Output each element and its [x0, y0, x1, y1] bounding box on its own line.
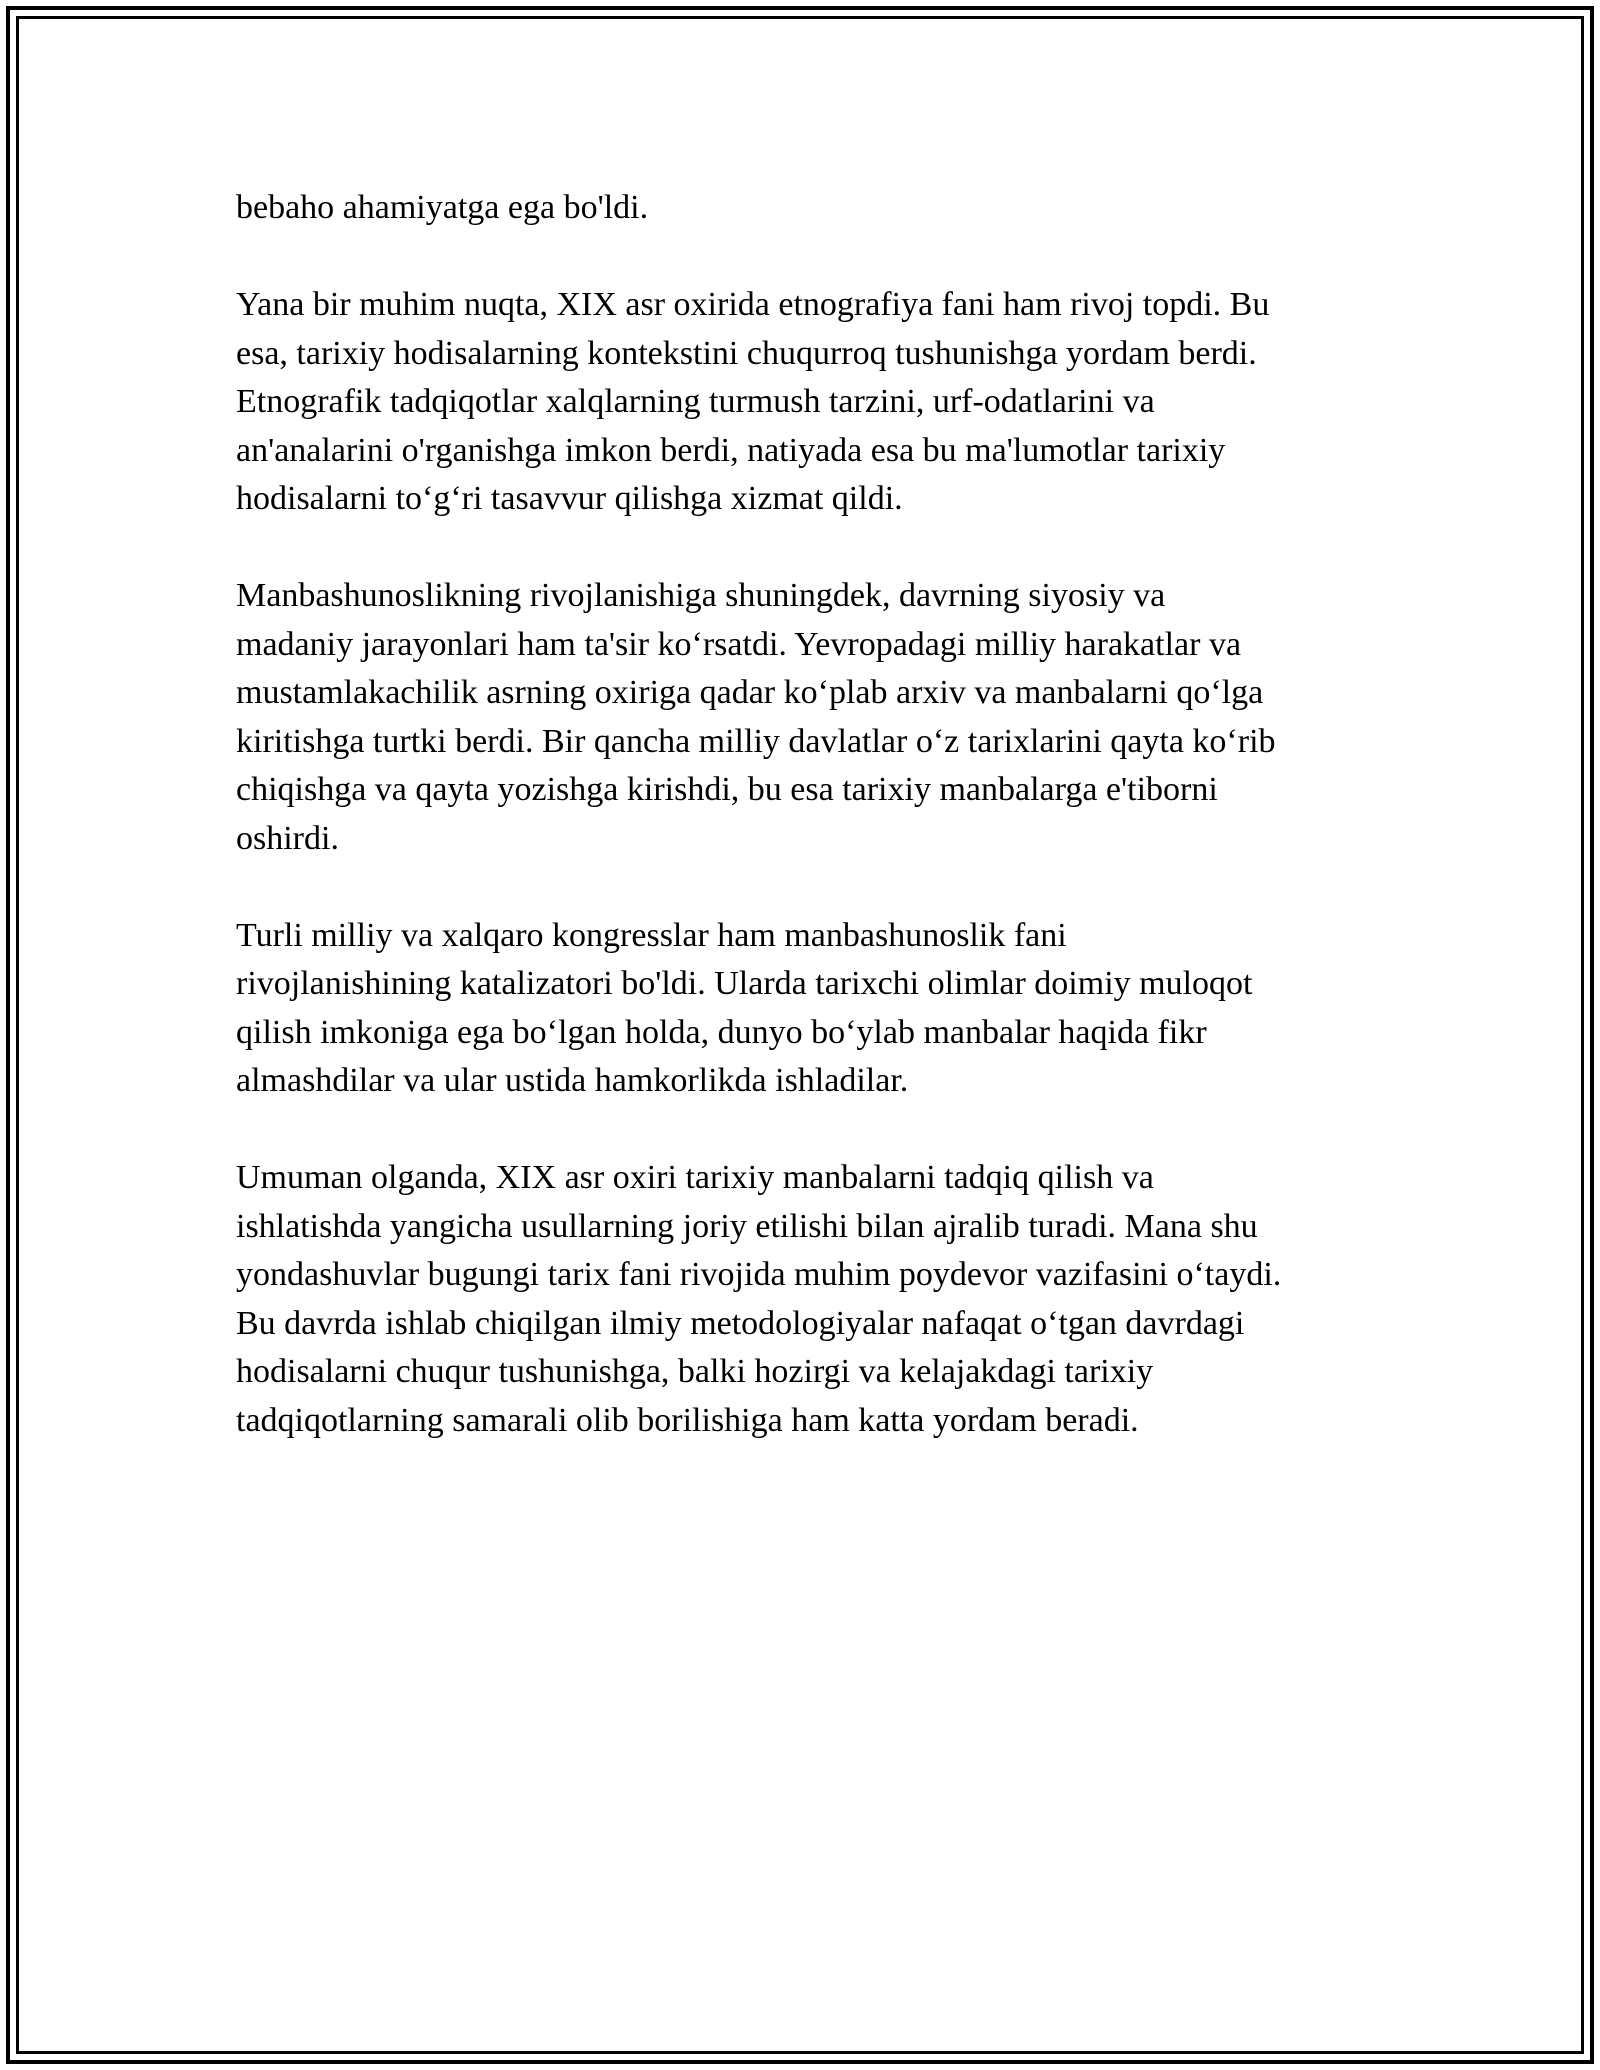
paragraph-1 [236, 184, 1386, 233]
text-line: mustamlakachilik asrning oxiriga qadar ko‘plab arxiv va manbalarni qo‘lga [236, 674, 1264, 711]
text-line: Umuman olganda, XIX asr oxiri tarixiy manbalarni tadqiq qilish va [236, 1159, 1154, 1196]
text-line: kiritishga turtki berdi. Bir qancha milliy davlatlar o‘z tarixlarini qayta ko‘rib [236, 722, 1276, 760]
text-line: Etnografik tadqiqotlar xalqlarning turmush tarzini, urf-odatlarini va [236, 383, 1155, 420]
text-line: bebaho ahamiyatga ega bo'ldi. [236, 189, 649, 226]
text-line: almashdilar va ular ustida hamkorlikda ishladilar. [236, 1062, 909, 1099]
text-line: ishlatishda yangicha usullarning joriy etilishi bilan ajralib turadi. Mana shu [236, 1207, 1258, 1245]
text-line: tadqiqotlarning samarali olib borilishiga ham katta yordam beradi. [236, 1401, 1139, 1439]
paragraph-3 [236, 572, 1386, 863]
text-line: Yana bir muhim nuqta, XIX asr oxirida etnografiya fani ham rivoj topdi. Bu [236, 286, 1270, 323]
paragraph-2 [236, 281, 1386, 524]
text-line: rivojlanishining katalizatori bo'ldi. Ularda tarixchi olimlar doimiy muloqot [236, 965, 1253, 1002]
paragraph-5 [236, 1154, 1386, 1445]
text-line: chiqishga va qayta yozishga kirishdi, bu esa tarixiy manbalarga e'tiborni [236, 771, 1218, 808]
paragraph-4 [236, 912, 1386, 1106]
text-line: an'analarini o'rganishga imkon berdi, natiyada esa bu ma'lumotlar tarixiy [236, 431, 1226, 469]
text-line: hodisalarni to‘g‘ri tasavvur qilishga xizmat qildi. [236, 480, 903, 517]
text-line: esa, tarixiy hodisalarning kontekstini chuqurroq tushunishga yordam berdi. [236, 334, 1257, 372]
text-line: qilish imkoniga ega bo‘lgan holda, dunyo bo‘ylab manbalar haqida fikr [236, 1013, 1207, 1051]
document-body [236, 184, 1386, 1494]
text-line: yondashuvlar bugungi tarix fani rivojida muhim poydevor vazifasini o‘taydi. [236, 1256, 1282, 1293]
text-line: Manbashunoslikning rivojlanishiga shuningdek, davrning siyosiy va [236, 577, 1166, 614]
text-line: Bu davrda ishlab chiqilgan ilmiy metodologiyalar nafaqat o‘tgan davrdagi [236, 1304, 1245, 1342]
text-line: madaniy jarayonlari ham ta'sir ko‘rsatdi. Yevropadagi milliy harakatlar va [236, 625, 1242, 663]
text-line: hodisalarni chuqur tushunishga, balki hozirgi va kelajakdagi tarixiy [236, 1353, 1154, 1390]
text-line: oshirdi. [236, 819, 339, 857]
text-line: Turli milliy va xalqaro kongresslar ham manbashunoslik fani [236, 916, 1067, 954]
